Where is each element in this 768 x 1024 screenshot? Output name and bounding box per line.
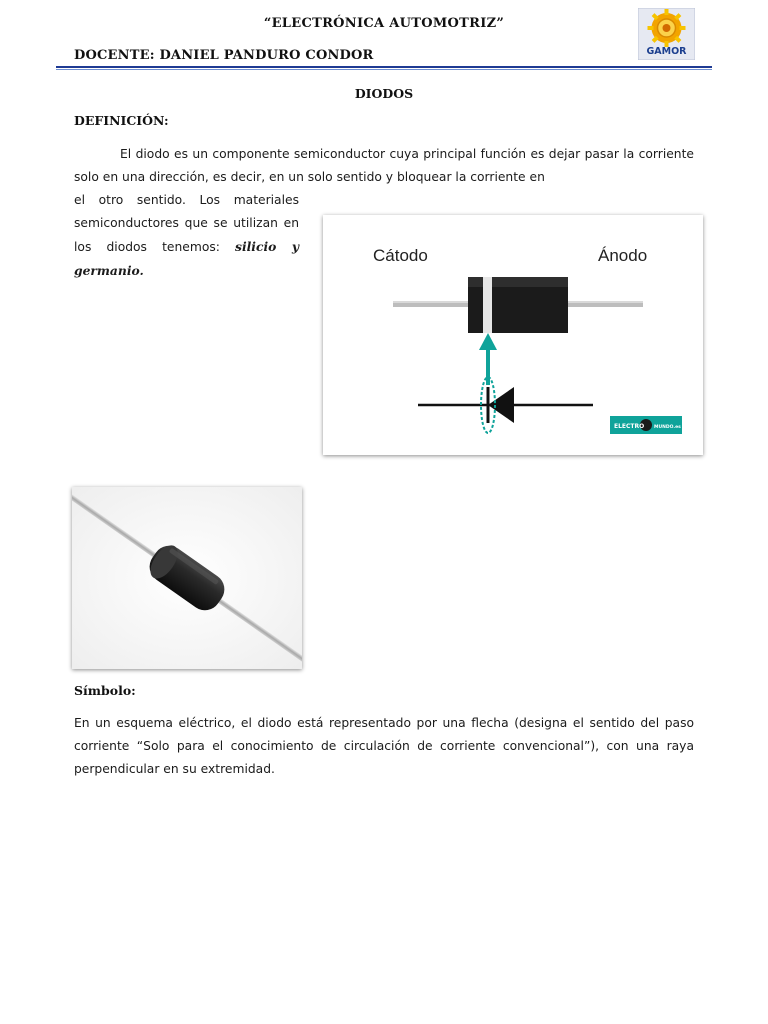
symbol-heading: Símbolo: — [74, 683, 136, 698]
teacher-name: DOCENTE: DANIEL PANDURO CONDOR — [74, 48, 374, 63]
logo-text: GAMOR — [646, 46, 687, 57]
header-rule — [56, 66, 712, 68]
cathode-label: Cátodo — [373, 246, 428, 265]
cathode-band — [483, 277, 492, 333]
diode-photo — [72, 487, 302, 669]
definition-paragraph-continued — [74, 189, 299, 283]
definition-heading: DEFINICIÓN: — [74, 113, 169, 128]
definition-paragraph: El diodo es un componente semiconductor cuya principal función es dejar pasar la corriente solo en una dirección, es decir, en un solo sentido y bloquear la corriente en — [74, 147, 694, 184]
definition-text: el otro sentido. Los materiales semiconductores que se utilizan en los diodos tenemos: — [74, 193, 299, 254]
brand-suffix: MUNDO.es — [654, 425, 681, 430]
symbol-paragraph: En un esquema eléctrico, el diodo está representado por una flecha (designa el sentido del paso corriente “Solo para el conocimiento de circulación de corriente convencional”), con una raya perpendicular en su extremidad. — [74, 716, 694, 776]
gamor-logo — [638, 8, 695, 60]
header-rule-thin — [56, 69, 712, 70]
brand-text: ELECTRO — [614, 423, 645, 430]
document-title: “ELECTRÓNICA AUTOMOTRIZ” — [263, 16, 505, 31]
materials-text: silicio y germanio. — [74, 239, 299, 278]
diode-photo-figure — [72, 487, 302, 669]
diode-diagram — [323, 215, 703, 455]
section-title: DIODOS — [354, 86, 414, 101]
diode-diagram-figure — [323, 215, 703, 455]
anode-label: Ánodo — [598, 246, 648, 265]
